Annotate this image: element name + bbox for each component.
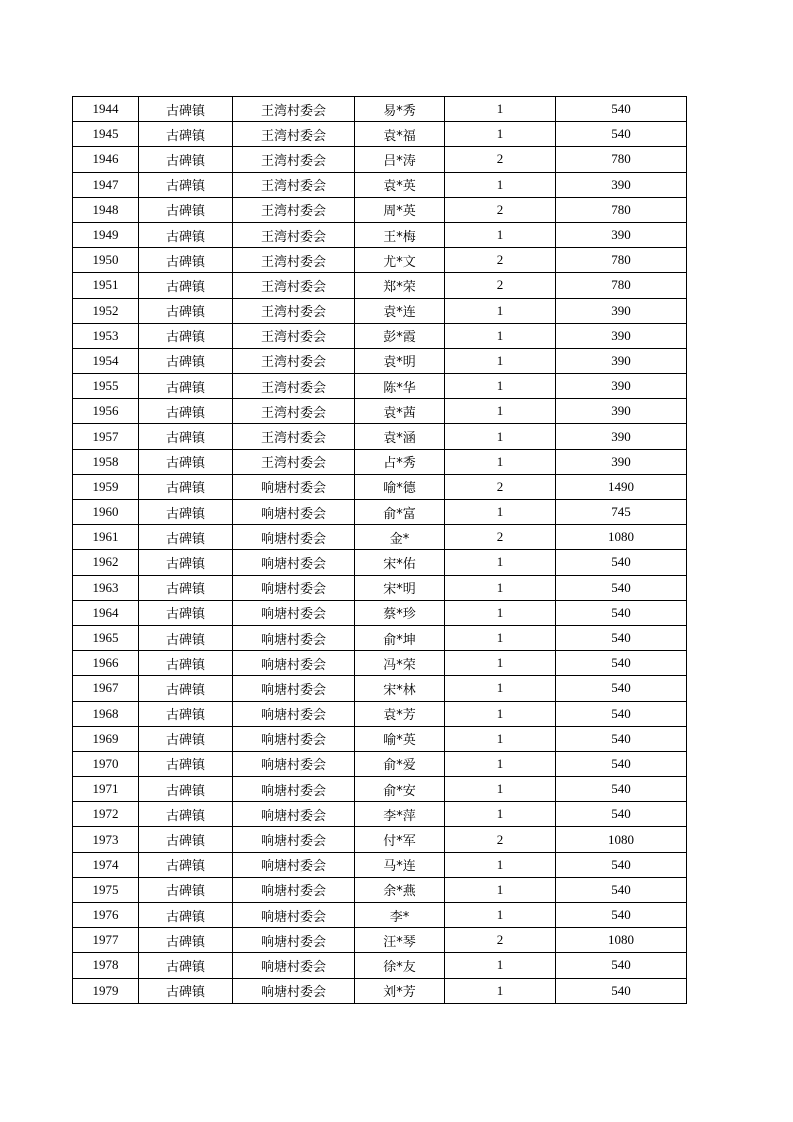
table-row: [73, 550, 687, 575]
household-size-cell: 1: [445, 802, 556, 827]
serial-number-cell: 1963: [73, 575, 139, 600]
table-row: [73, 449, 687, 474]
household-size-cell: 2: [445, 525, 556, 550]
amount-cell: 540: [556, 701, 687, 726]
household-size-cell: 1: [445, 122, 556, 147]
amount-cell: 1080: [556, 827, 687, 852]
village-committee-cell: 王湾村委会: [233, 147, 355, 172]
town-cell: 古碑镇: [139, 248, 233, 273]
village-committee-cell: 响塘村委会: [233, 751, 355, 776]
amount-cell: 540: [556, 877, 687, 902]
household-size-cell: 1: [445, 222, 556, 247]
amount-cell: 540: [556, 575, 687, 600]
amount-cell: 540: [556, 97, 687, 122]
village-committee-cell: 王湾村委会: [233, 424, 355, 449]
town-cell: 古碑镇: [139, 97, 233, 122]
amount-cell: 540: [556, 777, 687, 802]
name-cell: 袁*连: [355, 298, 445, 323]
table-row: [73, 802, 687, 827]
name-cell: 蔡*珍: [355, 600, 445, 625]
serial-number-cell: 1957: [73, 424, 139, 449]
amount-cell: 1080: [556, 928, 687, 953]
name-cell: 袁*芳: [355, 701, 445, 726]
table-row: [73, 298, 687, 323]
household-size-cell: 1: [445, 97, 556, 122]
village-committee-cell: 王湾村委会: [233, 348, 355, 373]
town-cell: 古碑镇: [139, 903, 233, 928]
town-cell: 古碑镇: [139, 474, 233, 499]
name-cell: 刘*芳: [355, 978, 445, 1003]
household-size-cell: 1: [445, 172, 556, 197]
household-size-cell: 1: [445, 852, 556, 877]
name-cell: 彭*霞: [355, 323, 445, 348]
town-cell: 古碑镇: [139, 222, 233, 247]
table-row: [73, 525, 687, 550]
household-size-cell: 1: [445, 651, 556, 676]
amount-cell: 540: [556, 802, 687, 827]
town-cell: 古碑镇: [139, 625, 233, 650]
name-cell: 俞*爱: [355, 751, 445, 776]
town-cell: 古碑镇: [139, 323, 233, 348]
serial-number-cell: 1949: [73, 222, 139, 247]
table-row: [73, 399, 687, 424]
village-committee-cell: 王湾村委会: [233, 449, 355, 474]
town-cell: 古碑镇: [139, 298, 233, 323]
name-cell: 金*: [355, 525, 445, 550]
village-committee-cell: 响塘村委会: [233, 903, 355, 928]
town-cell: 古碑镇: [139, 197, 233, 222]
serial-number-cell: 1952: [73, 298, 139, 323]
serial-number-cell: 1960: [73, 500, 139, 525]
amount-cell: 540: [556, 751, 687, 776]
village-committee-cell: 响塘村委会: [233, 500, 355, 525]
village-committee-cell: 响塘村委会: [233, 575, 355, 600]
town-cell: 古碑镇: [139, 852, 233, 877]
table-row: [73, 147, 687, 172]
town-cell: 古碑镇: [139, 399, 233, 424]
town-cell: 古碑镇: [139, 751, 233, 776]
name-cell: 喻*英: [355, 726, 445, 751]
amount-cell: 540: [556, 903, 687, 928]
table-row: [73, 172, 687, 197]
amount-cell: 540: [556, 726, 687, 751]
name-cell: 冯*荣: [355, 651, 445, 676]
village-committee-cell: 王湾村委会: [233, 172, 355, 197]
serial-number-cell: 1948: [73, 197, 139, 222]
household-size-cell: 1: [445, 424, 556, 449]
serial-number-cell: 1944: [73, 97, 139, 122]
amount-cell: 780: [556, 248, 687, 273]
amount-cell: 540: [556, 625, 687, 650]
village-committee-cell: 王湾村委会: [233, 222, 355, 247]
household-size-cell: 1: [445, 600, 556, 625]
serial-number-cell: 1953: [73, 323, 139, 348]
name-cell: 俞*坤: [355, 625, 445, 650]
village-committee-cell: 响塘村委会: [233, 474, 355, 499]
name-cell: 吕*涛: [355, 147, 445, 172]
name-cell: 陈*华: [355, 374, 445, 399]
household-size-cell: 1: [445, 449, 556, 474]
household-size-cell: 2: [445, 827, 556, 852]
serial-number-cell: 1979: [73, 978, 139, 1003]
serial-number-cell: 1976: [73, 903, 139, 928]
name-cell: 袁*英: [355, 172, 445, 197]
table-row: [73, 424, 687, 449]
serial-number-cell: 1972: [73, 802, 139, 827]
amount-cell: 1080: [556, 525, 687, 550]
town-cell: 古碑镇: [139, 147, 233, 172]
table-row: [73, 97, 687, 122]
amount-cell: 540: [556, 550, 687, 575]
village-committee-cell: 王湾村委会: [233, 273, 355, 298]
amount-cell: 390: [556, 323, 687, 348]
table-row: [73, 852, 687, 877]
village-committee-cell: 响塘村委会: [233, 726, 355, 751]
table-row: [73, 273, 687, 298]
household-size-cell: 1: [445, 701, 556, 726]
serial-number-cell: 1975: [73, 877, 139, 902]
table-row: [73, 474, 687, 499]
serial-number-cell: 1951: [73, 273, 139, 298]
amount-cell: 390: [556, 449, 687, 474]
table-row: [73, 122, 687, 147]
amount-cell: 540: [556, 978, 687, 1003]
town-cell: 古碑镇: [139, 525, 233, 550]
serial-number-cell: 1964: [73, 600, 139, 625]
amount-cell: 540: [556, 852, 687, 877]
serial-number-cell: 1967: [73, 676, 139, 701]
household-size-cell: 2: [445, 248, 556, 273]
table-row: [73, 500, 687, 525]
household-size-cell: 1: [445, 550, 556, 575]
serial-number-cell: 1974: [73, 852, 139, 877]
table-row: [73, 348, 687, 373]
town-cell: 古碑镇: [139, 827, 233, 852]
amount-cell: 390: [556, 424, 687, 449]
household-size-cell: 1: [445, 399, 556, 424]
town-cell: 古碑镇: [139, 802, 233, 827]
household-size-cell: 1: [445, 978, 556, 1003]
household-size-cell: 1: [445, 903, 556, 928]
name-cell: 宋*林: [355, 676, 445, 701]
serial-number-cell: 1959: [73, 474, 139, 499]
table-row: [73, 928, 687, 953]
name-cell: 徐*友: [355, 953, 445, 978]
amount-cell: 390: [556, 298, 687, 323]
table-row: [73, 777, 687, 802]
table-row: [73, 676, 687, 701]
name-cell: 汪*琴: [355, 928, 445, 953]
table-row: [73, 625, 687, 650]
serial-number-cell: 1954: [73, 348, 139, 373]
amount-cell: 390: [556, 172, 687, 197]
amount-cell: 540: [556, 651, 687, 676]
village-committee-cell: 响塘村委会: [233, 600, 355, 625]
village-committee-cell: 响塘村委会: [233, 877, 355, 902]
household-size-cell: 1: [445, 676, 556, 701]
town-cell: 古碑镇: [139, 676, 233, 701]
household-size-cell: 2: [445, 197, 556, 222]
household-size-cell: 2: [445, 928, 556, 953]
name-cell: 宋*佑: [355, 550, 445, 575]
town-cell: 古碑镇: [139, 424, 233, 449]
name-cell: 喻*德: [355, 474, 445, 499]
household-size-cell: 1: [445, 777, 556, 802]
village-committee-cell: 响塘村委会: [233, 827, 355, 852]
village-committee-cell: 响塘村委会: [233, 625, 355, 650]
town-cell: 古碑镇: [139, 928, 233, 953]
amount-cell: 1490: [556, 474, 687, 499]
serial-number-cell: 1971: [73, 777, 139, 802]
town-cell: 古碑镇: [139, 953, 233, 978]
name-cell: 袁*福: [355, 122, 445, 147]
serial-number-cell: 1968: [73, 701, 139, 726]
village-committee-cell: 王湾村委会: [233, 374, 355, 399]
village-committee-cell: 响塘村委会: [233, 978, 355, 1003]
household-size-cell: 1: [445, 953, 556, 978]
name-cell: 俞*富: [355, 500, 445, 525]
household-size-cell: 2: [445, 273, 556, 298]
village-committee-cell: 响塘村委会: [233, 953, 355, 978]
serial-number-cell: 1956: [73, 399, 139, 424]
town-cell: 古碑镇: [139, 500, 233, 525]
table-body: [73, 97, 687, 1004]
amount-cell: 540: [556, 122, 687, 147]
town-cell: 古碑镇: [139, 172, 233, 197]
name-cell: 袁*涵: [355, 424, 445, 449]
serial-number-cell: 1961: [73, 525, 139, 550]
village-committee-cell: 王湾村委会: [233, 298, 355, 323]
amount-cell: 390: [556, 374, 687, 399]
town-cell: 古碑镇: [139, 877, 233, 902]
serial-number-cell: 1966: [73, 651, 139, 676]
serial-number-cell: 1947: [73, 172, 139, 197]
household-size-cell: 1: [445, 500, 556, 525]
town-cell: 古碑镇: [139, 374, 233, 399]
household-size-cell: 1: [445, 751, 556, 776]
table-row: [73, 827, 687, 852]
town-cell: 古碑镇: [139, 600, 233, 625]
table-row: [73, 248, 687, 273]
serial-number-cell: 1973: [73, 827, 139, 852]
serial-number-cell: 1955: [73, 374, 139, 399]
table-row: [73, 751, 687, 776]
name-cell: 郑*荣: [355, 273, 445, 298]
name-cell: 马*连: [355, 852, 445, 877]
village-committee-cell: 王湾村委会: [233, 323, 355, 348]
town-cell: 古碑镇: [139, 449, 233, 474]
village-committee-cell: 响塘村委会: [233, 701, 355, 726]
amount-cell: 780: [556, 147, 687, 172]
serial-number-cell: 1945: [73, 122, 139, 147]
village-committee-cell: 响塘村委会: [233, 802, 355, 827]
table-row: [73, 600, 687, 625]
town-cell: 古碑镇: [139, 726, 233, 751]
serial-number-cell: 1965: [73, 625, 139, 650]
village-committee-cell: 王湾村委会: [233, 248, 355, 273]
serial-number-cell: 1969: [73, 726, 139, 751]
household-size-cell: 2: [445, 147, 556, 172]
name-cell: 易*秀: [355, 97, 445, 122]
village-committee-cell: 响塘村委会: [233, 852, 355, 877]
table-row: [73, 651, 687, 676]
serial-number-cell: 1950: [73, 248, 139, 273]
serial-number-cell: 1962: [73, 550, 139, 575]
household-size-cell: 1: [445, 726, 556, 751]
serial-number-cell: 1970: [73, 751, 139, 776]
name-cell: 俞*安: [355, 777, 445, 802]
name-cell: 李*萍: [355, 802, 445, 827]
town-cell: 古碑镇: [139, 273, 233, 298]
table-row: [73, 978, 687, 1003]
town-cell: 古碑镇: [139, 701, 233, 726]
town-cell: 古碑镇: [139, 777, 233, 802]
town-cell: 古碑镇: [139, 348, 233, 373]
name-cell: 占*秀: [355, 449, 445, 474]
amount-cell: 540: [556, 600, 687, 625]
town-cell: 古碑镇: [139, 978, 233, 1003]
town-cell: 古碑镇: [139, 575, 233, 600]
table-row: [73, 726, 687, 751]
village-committee-cell: 王湾村委会: [233, 197, 355, 222]
amount-cell: 540: [556, 676, 687, 701]
table-row: [73, 877, 687, 902]
name-cell: 李*: [355, 903, 445, 928]
household-size-cell: 1: [445, 625, 556, 650]
village-committee-cell: 响塘村委会: [233, 777, 355, 802]
table-row: [73, 374, 687, 399]
household-size-cell: 1: [445, 348, 556, 373]
name-cell: 袁*明: [355, 348, 445, 373]
name-cell: 袁*茜: [355, 399, 445, 424]
household-size-cell: 1: [445, 575, 556, 600]
data-table: [72, 96, 687, 1004]
household-size-cell: 1: [445, 877, 556, 902]
table-row: [73, 903, 687, 928]
serial-number-cell: 1946: [73, 147, 139, 172]
table-row: [73, 701, 687, 726]
amount-cell: 540: [556, 953, 687, 978]
table-row: [73, 222, 687, 247]
amount-cell: 390: [556, 348, 687, 373]
name-cell: 周*英: [355, 197, 445, 222]
village-committee-cell: 王湾村委会: [233, 122, 355, 147]
amount-cell: 390: [556, 399, 687, 424]
village-committee-cell: 王湾村委会: [233, 399, 355, 424]
village-committee-cell: 响塘村委会: [233, 525, 355, 550]
name-cell: 付*军: [355, 827, 445, 852]
village-committee-cell: 响塘村委会: [233, 928, 355, 953]
table-row: [73, 953, 687, 978]
household-size-cell: 1: [445, 374, 556, 399]
town-cell: 古碑镇: [139, 550, 233, 575]
household-size-cell: 1: [445, 298, 556, 323]
table-row: [73, 575, 687, 600]
amount-cell: 390: [556, 222, 687, 247]
household-size-cell: 2: [445, 474, 556, 499]
amount-cell: 780: [556, 197, 687, 222]
village-committee-cell: 响塘村委会: [233, 651, 355, 676]
village-committee-cell: 响塘村委会: [233, 550, 355, 575]
name-cell: 余*燕: [355, 877, 445, 902]
name-cell: 宋*明: [355, 575, 445, 600]
serial-number-cell: 1977: [73, 928, 139, 953]
table-row: [73, 197, 687, 222]
amount-cell: 780: [556, 273, 687, 298]
amount-cell: 745: [556, 500, 687, 525]
name-cell: 王*梅: [355, 222, 445, 247]
serial-number-cell: 1958: [73, 449, 139, 474]
village-committee-cell: 王湾村委会: [233, 97, 355, 122]
town-cell: 古碑镇: [139, 122, 233, 147]
village-committee-cell: 响塘村委会: [233, 676, 355, 701]
serial-number-cell: 1978: [73, 953, 139, 978]
table-row: [73, 323, 687, 348]
household-size-cell: 1: [445, 323, 556, 348]
town-cell: 古碑镇: [139, 651, 233, 676]
name-cell: 尤*文: [355, 248, 445, 273]
